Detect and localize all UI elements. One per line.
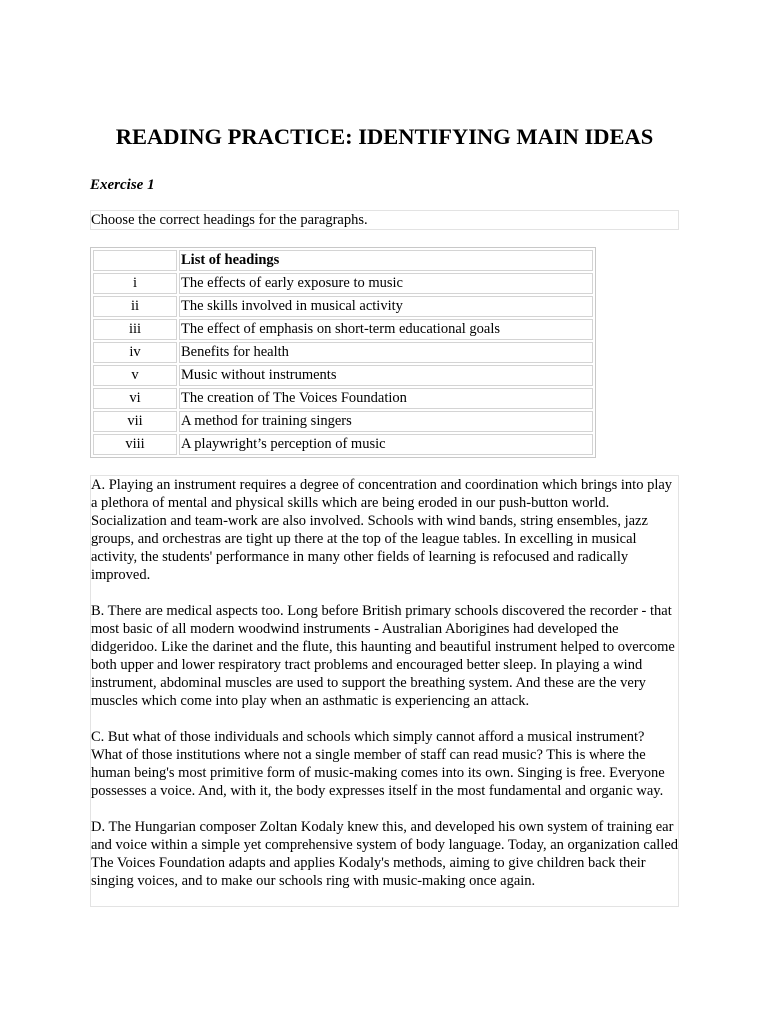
- table-cell-empty: [93, 250, 177, 271]
- table-header-row: [93, 250, 593, 271]
- table-row: [93, 388, 593, 409]
- table-row: [93, 296, 593, 317]
- instruction-text: Choose the correct headings for the paragraphs.: [91, 212, 368, 228]
- heading-number: iv: [93, 342, 177, 363]
- paragraph-c: C. But what of those individuals and schools which simply cannot afford a musical instrument? What of those institutions where not a single member of staff can read music? This is where the human being's most primitive form of music-making comes into its own. Singing is free. Everyone possesses a voice. And, with it, the body expresses itself in the most fundamental and organic way.: [91, 729, 665, 799]
- table-row: [93, 434, 593, 455]
- paragraph-b: B. There are medical aspects too. Long before British primary schools discovered the recorder - that most basic of all modern woodwind instruments - Australian Aborigines had developed the didgeridoo. Like the darinet and the flute, this haunting and beautiful instrument helped to overcome both upper and lower respiratory tract problems and encouraged better sleep. In playing a wind instrument, abdominal muscles are used to support the breathing system. And these are the very muscles which come into play when an asthmatic is experiencing an attack.: [91, 603, 675, 709]
- heading-number: i: [93, 273, 177, 294]
- heading-text: The effects of early exposure to music: [179, 273, 593, 294]
- table-row: [93, 365, 593, 386]
- table-row: [93, 273, 593, 294]
- exercise-label: Exercise 1: [90, 177, 155, 193]
- heading-number: iii: [93, 319, 177, 340]
- heading-text: The creation of The Voices Foundation: [179, 388, 593, 409]
- paragraph-a: A. Playing an instrument requires a degree of concentration and coordination which brings into play a plethora of mental and physical skills which are being eroded in our push-button world. Socialization and team-work are also involved. Schools with wind bands, string ensembles, jazz groups, and orchestras are tight up there at the top of the league tables. In excelling in musical activity, the students' performance in many other fields of learning is refocused and radically improved.: [91, 477, 673, 583]
- heading-text: A method for training singers: [179, 411, 593, 432]
- heading-number: vi: [93, 388, 177, 409]
- table-row: [93, 342, 593, 363]
- heading-text: Benefits for health: [179, 342, 593, 363]
- heading-text: The effect of emphasis on short-term educational goals: [179, 319, 593, 340]
- instruction-box: [90, 210, 679, 230]
- heading-number: v: [93, 365, 177, 386]
- heading-text: Music without instruments: [179, 365, 593, 386]
- heading-number: vii: [93, 411, 177, 432]
- table-row: [93, 411, 593, 432]
- table-header-cell: List of headings: [179, 250, 593, 271]
- heading-number: viii: [93, 434, 177, 455]
- heading-text: The skills involved in musical activity: [179, 296, 593, 317]
- table-row: [93, 319, 593, 340]
- paragraph-d: D. The Hungarian composer Zoltan Kodaly knew this, and developed his own system of training ear and voice within a simple yet comprehensive system of body language. Today, an organization called The Voices Foundation adapts and applies Kodaly's methods, aiming to give children back their singing voices, and to make our schools ring with music-making once again.: [91, 819, 679, 889]
- reading-passage: [90, 475, 679, 907]
- document-title: READING PRACTICE: IDENTIFYING MAIN IDEAS: [115, 124, 654, 149]
- headings-table: [90, 247, 596, 458]
- heading-number: ii: [93, 296, 177, 317]
- heading-text: A playwright’s perception of music: [179, 434, 593, 455]
